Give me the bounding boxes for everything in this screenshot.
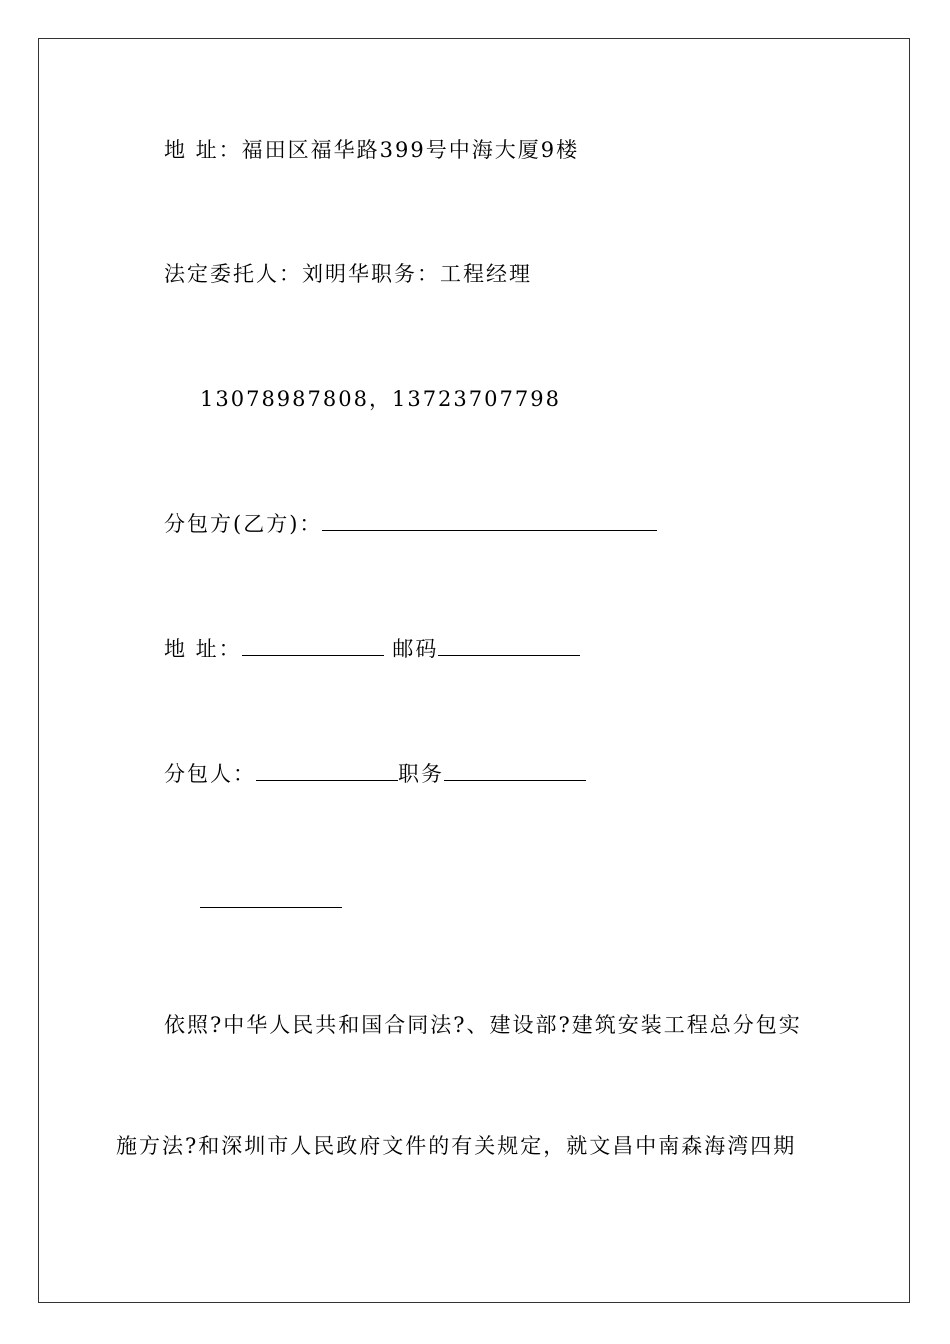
sub-address-label: 地 址： xyxy=(164,637,242,661)
sub-address-blank[interactable] xyxy=(242,637,384,656)
phone-blank[interactable] xyxy=(200,906,342,908)
subcontractor-line xyxy=(164,511,657,537)
sub-person-label: 分包人： xyxy=(164,762,256,786)
address-line: 地 址：福田区福华路399号中海大厦9楼 xyxy=(164,138,580,162)
sub-person-blank[interactable] xyxy=(256,762,398,781)
paragraph-line-2: 施方法?和深圳市人民政府文件的有关规定，就文昌中南森海湾四期 xyxy=(116,1134,797,1158)
sub-address-line xyxy=(164,636,580,662)
subcontractor-label: 分包方(乙方)： xyxy=(164,512,323,536)
postcode-blank[interactable] xyxy=(438,637,580,656)
page-frame xyxy=(38,38,910,1303)
postcode-label: 邮码 xyxy=(383,637,439,661)
position-label: 职务 xyxy=(398,762,444,786)
paragraph-line-1: 依照?中华人民共和国合同法?、建设部?建筑安装工程总分包实 xyxy=(164,1013,802,1037)
position-blank[interactable] xyxy=(444,762,586,781)
phone-numbers-line: 13078987808，13723707798 xyxy=(200,387,561,411)
entrusted-person-line: 法定委托人：刘明华职务：工程经理 xyxy=(164,262,532,286)
subcontractor-blank[interactable] xyxy=(322,512,657,531)
sub-person-line xyxy=(164,761,586,787)
